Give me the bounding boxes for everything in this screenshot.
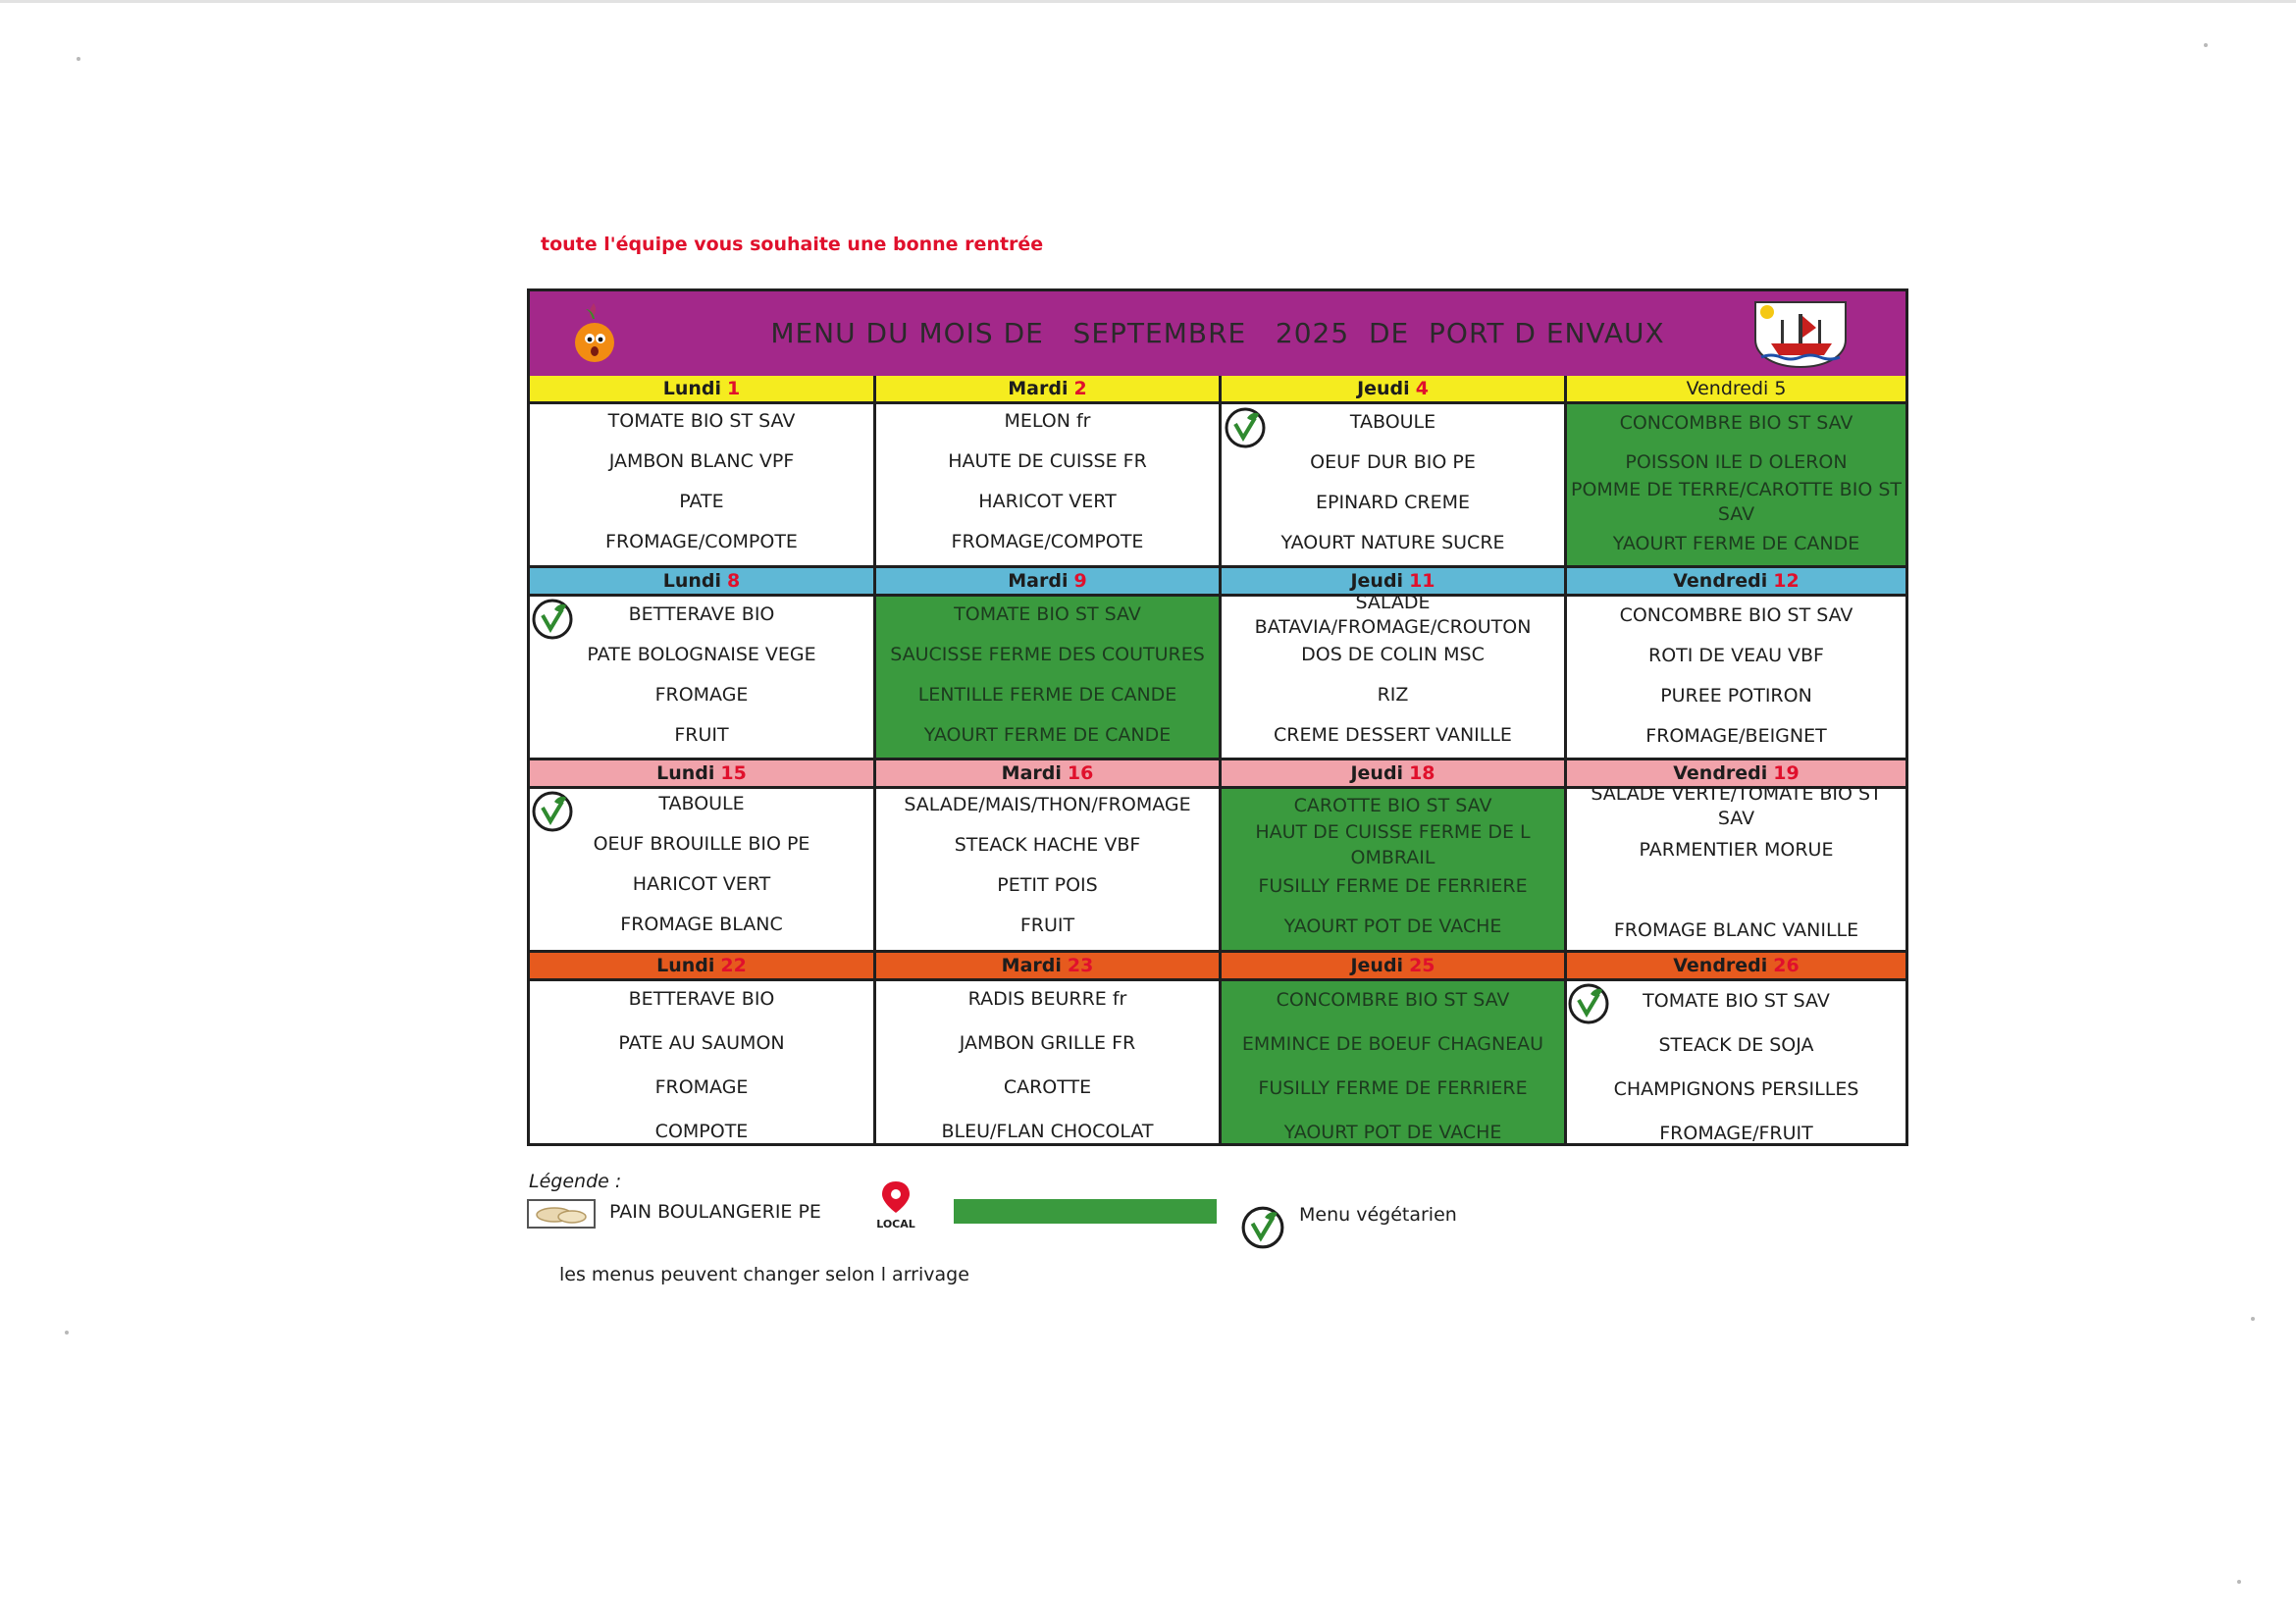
dish: HARICOT VERT	[632, 873, 771, 895]
legend-title: Légende :	[529, 1171, 622, 1192]
scan-speck	[2251, 1317, 2255, 1321]
dish: FROMAGE/COMPOTE	[605, 531, 798, 552]
day-header: Jeudi 11	[1222, 568, 1567, 594]
dish: HAUTE DE CUISSE FR	[948, 450, 1147, 472]
dish: TABOULE	[1349, 411, 1436, 433]
dish: BETTERAVE BIO	[628, 988, 775, 1010]
dish: LENTILLE FERME DE CANDE	[917, 684, 1177, 706]
day-cell	[530, 404, 876, 565]
day-cell	[530, 789, 876, 950]
day-header: Mardi 16	[876, 760, 1222, 786]
dish: CREME DESSERT VANILLE	[1274, 724, 1512, 746]
dish: PARMENTIER MORUE	[1639, 839, 1834, 861]
dish: PATE	[679, 491, 724, 512]
dish: CHAMPIGNONS PERSILLES	[1613, 1078, 1859, 1100]
day-header: Vendredi 26	[1567, 953, 1905, 978]
dish: PATE AU SAUMON	[618, 1032, 785, 1054]
day-header: Vendredi 5	[1567, 376, 1905, 401]
day-header: Lundi 15	[530, 760, 876, 786]
day-header: Mardi 2	[876, 376, 1222, 401]
dish: BLEU/FLAN CHOCOLAT	[941, 1121, 1154, 1142]
dish: FUSILLY FERME DE FERRIERE	[1258, 875, 1528, 897]
dish: FROMAGE/FRUIT	[1659, 1123, 1813, 1144]
dish: POISSON ILE D OLERON	[1625, 451, 1848, 473]
dish: TOMATE BIO ST SAV	[1643, 990, 1830, 1012]
dish: COMPOTE	[654, 1121, 749, 1142]
day-header: Mardi 23	[876, 953, 1222, 978]
dish: SALADE/MAIS/THON/FROMAGE	[904, 794, 1191, 815]
dish: FROMAGE/BEIGNET	[1645, 725, 1827, 747]
dish: RADIS BEURRE fr	[967, 988, 1127, 1010]
dish: PETIT POIS	[997, 874, 1098, 896]
dish: CAROTTE	[1003, 1076, 1092, 1098]
local-pin-label: LOCAL	[876, 1218, 915, 1230]
scan-speck	[2237, 1580, 2241, 1584]
dish: CAROTTE BIO ST SAV	[1293, 795, 1492, 816]
day-header: Lundi 22	[530, 953, 876, 978]
dish: SALADE BATAVIA/FROMAGE/CROUTON	[1254, 592, 1532, 638]
scan-speck	[65, 1331, 69, 1335]
dish: MELON fr	[1004, 410, 1091, 432]
day-cell-local	[1567, 404, 1905, 565]
dish: FRUIT	[1019, 915, 1075, 936]
vegetarian-legend-icon	[1240, 1205, 1285, 1250]
day-cell	[530, 981, 876, 1143]
day-cell-local	[1222, 981, 1567, 1143]
scan-speck	[77, 57, 80, 61]
vegetarian-legend-label: Menu végétarien	[1299, 1204, 1457, 1226]
dish: ROTI DE VEAU VBF	[1648, 645, 1824, 666]
day-header: Vendredi 19	[1567, 760, 1905, 786]
dish: FROMAGE BLANC VANILLE	[1613, 919, 1859, 941]
dish: EMMINCE DE BOEUF CHAGNEAU	[1241, 1033, 1544, 1055]
dish: SALADE VERTE/TOMATE BIO ST SAV	[1591, 783, 1882, 829]
dish: OEUF DUR BIO PE	[1310, 451, 1476, 473]
dish: FRUIT	[674, 724, 729, 746]
dish: FROMAGE	[654, 1076, 749, 1098]
dish: FROMAGE BLANC	[620, 914, 783, 935]
menu-title-bar	[530, 291, 1905, 376]
day-header: Jeudi 18	[1222, 760, 1567, 786]
footer-note: les menus peuvent changer selon l arrivage	[559, 1264, 969, 1285]
scan-edge	[0, 0, 2296, 3]
town-crest-icon	[1751, 298, 1850, 369]
dish: YAOURT FERME DE CANDE	[1612, 533, 1860, 554]
dish: SAUCISSE FERME DES COUTURES	[890, 644, 1205, 665]
day-header: Jeudi 25	[1222, 953, 1567, 978]
dish: CONCOMBRE BIO ST SAV	[1619, 604, 1853, 626]
dish: CONCOMBRE BIO ST SAV	[1276, 989, 1510, 1011]
dish: FROMAGE	[654, 684, 749, 706]
dish: TOMATE BIO ST SAV	[954, 603, 1141, 625]
day-header: Lundi 1	[530, 376, 876, 401]
day-cell	[1222, 404, 1567, 565]
dish: FROMAGE/COMPOTE	[951, 531, 1144, 552]
dish: JAMBON GRILLE FR	[959, 1032, 1136, 1054]
day-cell-local	[1222, 789, 1567, 950]
dish: BETTERAVE BIO	[628, 603, 775, 625]
dish: STEACK DE SOJA	[1658, 1034, 1814, 1056]
day-cell	[876, 404, 1222, 565]
day-cell	[1567, 981, 1905, 1143]
day-cell	[530, 597, 876, 758]
dish: FUSILLY FERME DE FERRIERE	[1258, 1077, 1528, 1099]
day-header: Mardi 9	[876, 568, 1222, 594]
dish: YAOURT FERME DE CANDE	[923, 724, 1172, 746]
dish: DOS DE COLIN MSC	[1301, 644, 1485, 665]
bread-legend-label: PAIN BOULANGERIE PE	[609, 1201, 821, 1223]
bread-legend-swatch	[527, 1199, 596, 1229]
dish: YAOURT POT DE VACHE	[1283, 1122, 1502, 1143]
day-header: Jeudi 4	[1222, 376, 1567, 401]
dish: STEACK HACHE VBF	[954, 834, 1141, 856]
day-header: Lundi 8	[530, 568, 876, 594]
day-cell	[1222, 592, 1567, 758]
dish: CONCOMBRE BIO ST SAV	[1619, 412, 1853, 434]
dish: YAOURT NATURE SUCRE	[1280, 532, 1505, 553]
dish: HARICOT VERT	[978, 491, 1117, 512]
dish: POMME DE TERRE/CAROTTE BIO ST SAV	[1571, 479, 1902, 525]
scan-speck	[2204, 43, 2208, 47]
dish: OEUF BROUILLE BIO PE	[593, 833, 810, 855]
dish: RIZ	[1377, 684, 1409, 706]
bread-icon	[529, 1201, 594, 1227]
dish: TABOULE	[658, 793, 745, 814]
welcome-message: toute l'équipe vous souhaite une bonne rentrée	[541, 234, 1044, 255]
dish: EPINARD CREME	[1315, 492, 1471, 513]
day-cell	[876, 981, 1222, 1143]
day-header: Vendredi 12	[1567, 568, 1905, 594]
dish: JAMBON BLANC VPF	[608, 450, 795, 472]
dish: HAUT DE CUISSE FERME DE L OMBRAIL	[1255, 821, 1531, 868]
monthly-menu-table	[527, 288, 1908, 1146]
local-green-swatch	[954, 1199, 1217, 1224]
day-cell	[1567, 783, 1905, 950]
menu-title: MENU DU MOIS DE SEPTEMBRE 2025 DE PORT D ENVAUX	[770, 317, 1665, 349]
dish: PUREE POTIRON	[1660, 685, 1812, 707]
day-cell-local	[876, 597, 1222, 758]
dish: TOMATE BIO ST SAV	[607, 410, 796, 432]
day-cell	[1567, 597, 1905, 758]
local-pin-icon	[876, 1179, 915, 1230]
day-cell	[876, 789, 1222, 950]
dish: YAOURT POT DE VACHE	[1283, 916, 1502, 937]
dish: PATE BOLOGNAISE VEGE	[587, 644, 816, 665]
